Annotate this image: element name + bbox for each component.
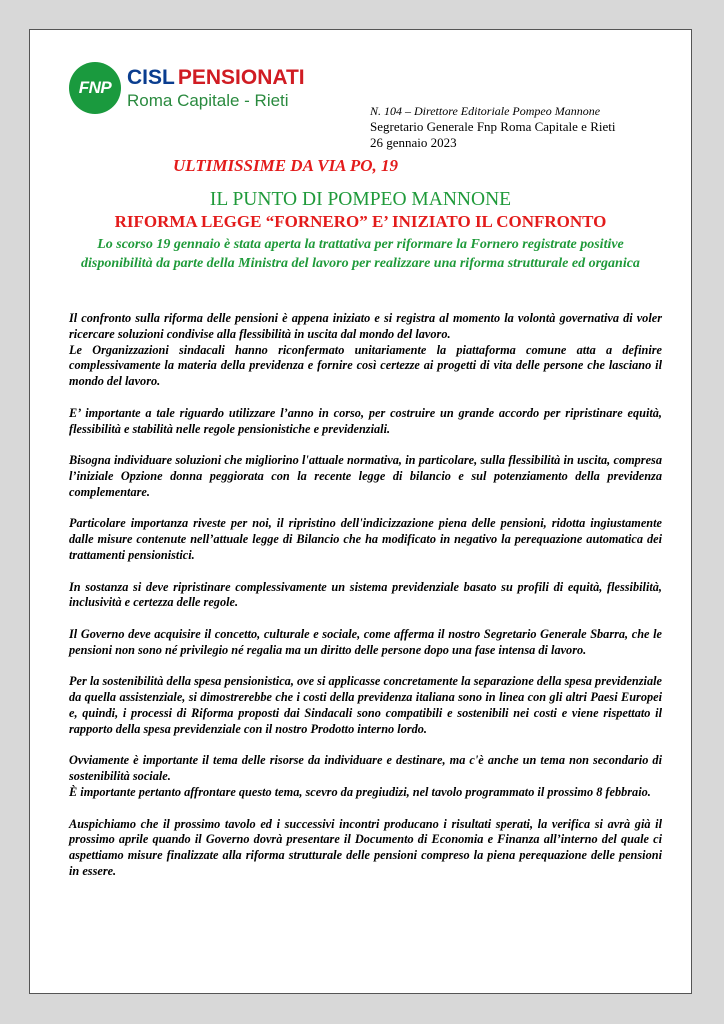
fnp-badge: FNP <box>69 62 121 114</box>
logo-brand-cisl: CISL <box>127 66 175 89</box>
kicker: ULTIMISSIME DA VIA PO, 19 <box>172 156 398 175</box>
paragraph: È importante pertanto affrontare questo tema, scevro da pregiudizi, nel tavolo programmato il prossimo 8 febbraio. <box>69 784 651 799</box>
paragraph: Per la sostenibilità della spesa pensionistica, ove si applicasse concretamente la separazione della spesa previdenziale da quella assistenziale, si dimostrerebbe che i costi della previdenza italiana sono in linea con gli altri Paesi Europei e, quindi, i processi di Riforma proposti dai Sindacali sono compatibili e sostenibili nei costi e viene rispettato il rapporto della spesa previdenziale con il nostro Prodotto interno lordo. <box>69 674 662 736</box>
logo-brand-pensionati: PENSIONATI <box>177 66 305 89</box>
headline: RIFORMA LEGGE “FORNERO” E’ INIZIATO IL CONFRONTO <box>114 212 607 231</box>
paragraph: Particolare importanza riveste per noi, il ripristino dell'indicizzazione piena delle pensioni, ridotta ingiustamente dalle misure contenute nell’attuale legge di Bilancio che ha modificato in negativo la perequazione automatica dei trattamenti pensionistici. <box>69 516 662 562</box>
cisl-pensionati-logo <box>69 59 325 117</box>
paragraph: Le Organizzazioni sindacali hanno riconfermato unitariamente la piattaforma comune atta a definire complessivamente la materia della previdenza e fornire così certezze ai progetti di vita delle persone che lasciano il mondo del lavoro. <box>69 342 662 389</box>
article-body <box>69 311 662 895</box>
paragraph: In sostanza si deve ripristinare complessivamente un sistema previdenziale basato su profili di equità, flessibilità, inclusività e certezza delle regole. <box>69 579 662 610</box>
paragraph: Il confronto sulla riforma delle pensioni è appena iniziato e si registra al momento la volontà governativa di voler ricercare soluzioni condivise alla flessibilità in uscita dal mondo del lavoro. <box>69 311 662 341</box>
masthead-meta <box>370 103 615 151</box>
paragraph: E’ importante a tale riguardo utilizzare l’anno in corso, per costruire un grande accordo per ripristinare equità, flessibilità e stabilità nelle regole pensionistiche e previdenziali. <box>69 405 662 436</box>
subheadline: Lo scorso 19 gennaio è stata aperta la trattativa per riformare la Fornero registrate positive disponibilità da parte della Ministra del lavoro per realizzare una riforma strutturale ed organica <box>81 237 640 271</box>
paragraph: Ovviamente è importante il tema delle risorse da individuare e destinare, ma c'è anche un tema non secondario di sostenibilità sociale. <box>69 753 662 784</box>
paragraph: Il Governo deve acquisire il concetto, culturale e sociale, come afferma il nostro Segretario Generale Sbarra, che le pensioni non sono né privilegio né regalia ma un diritto delle persone dopo una fase intensa di lavoro. <box>69 626 662 657</box>
paragraph: Auspichiamo che il prossimo tavolo ed i successivi incontri producano i risultati sperati, la verifica si avrà già il prossimo aprile quando il Governo dovrà presentare il Documento di Economia e Finanza all’interno del quale ci aspettiamo misure finalizzate alla riforma strutturale delle pensioni compreso la piena perequazione delle pensioni in essere. <box>69 816 662 878</box>
role-line: Segretario Generale Fnp Roma Capitale e Rieti <box>370 119 616 134</box>
logo-region: Roma Capitale - Rieti <box>127 91 289 110</box>
date-line: 26 gennaio 2023 <box>370 135 457 150</box>
document-page <box>29 29 692 994</box>
paragraph: Bisogna individuare soluzioni che migliorino l'attuale normativa, in particolare, sulla flessibilità in uscita, compresa l’iniziale Opzione donna peggiorata con la recente legge di bilancio e sul potenziamento della previdenza complementare. <box>69 453 662 499</box>
column-title: IL PUNTO DI POMPEO MANNONE <box>209 189 512 210</box>
issue-line: N. 104 – Direttore Editoriale Pompeo Mannone <box>370 104 601 118</box>
